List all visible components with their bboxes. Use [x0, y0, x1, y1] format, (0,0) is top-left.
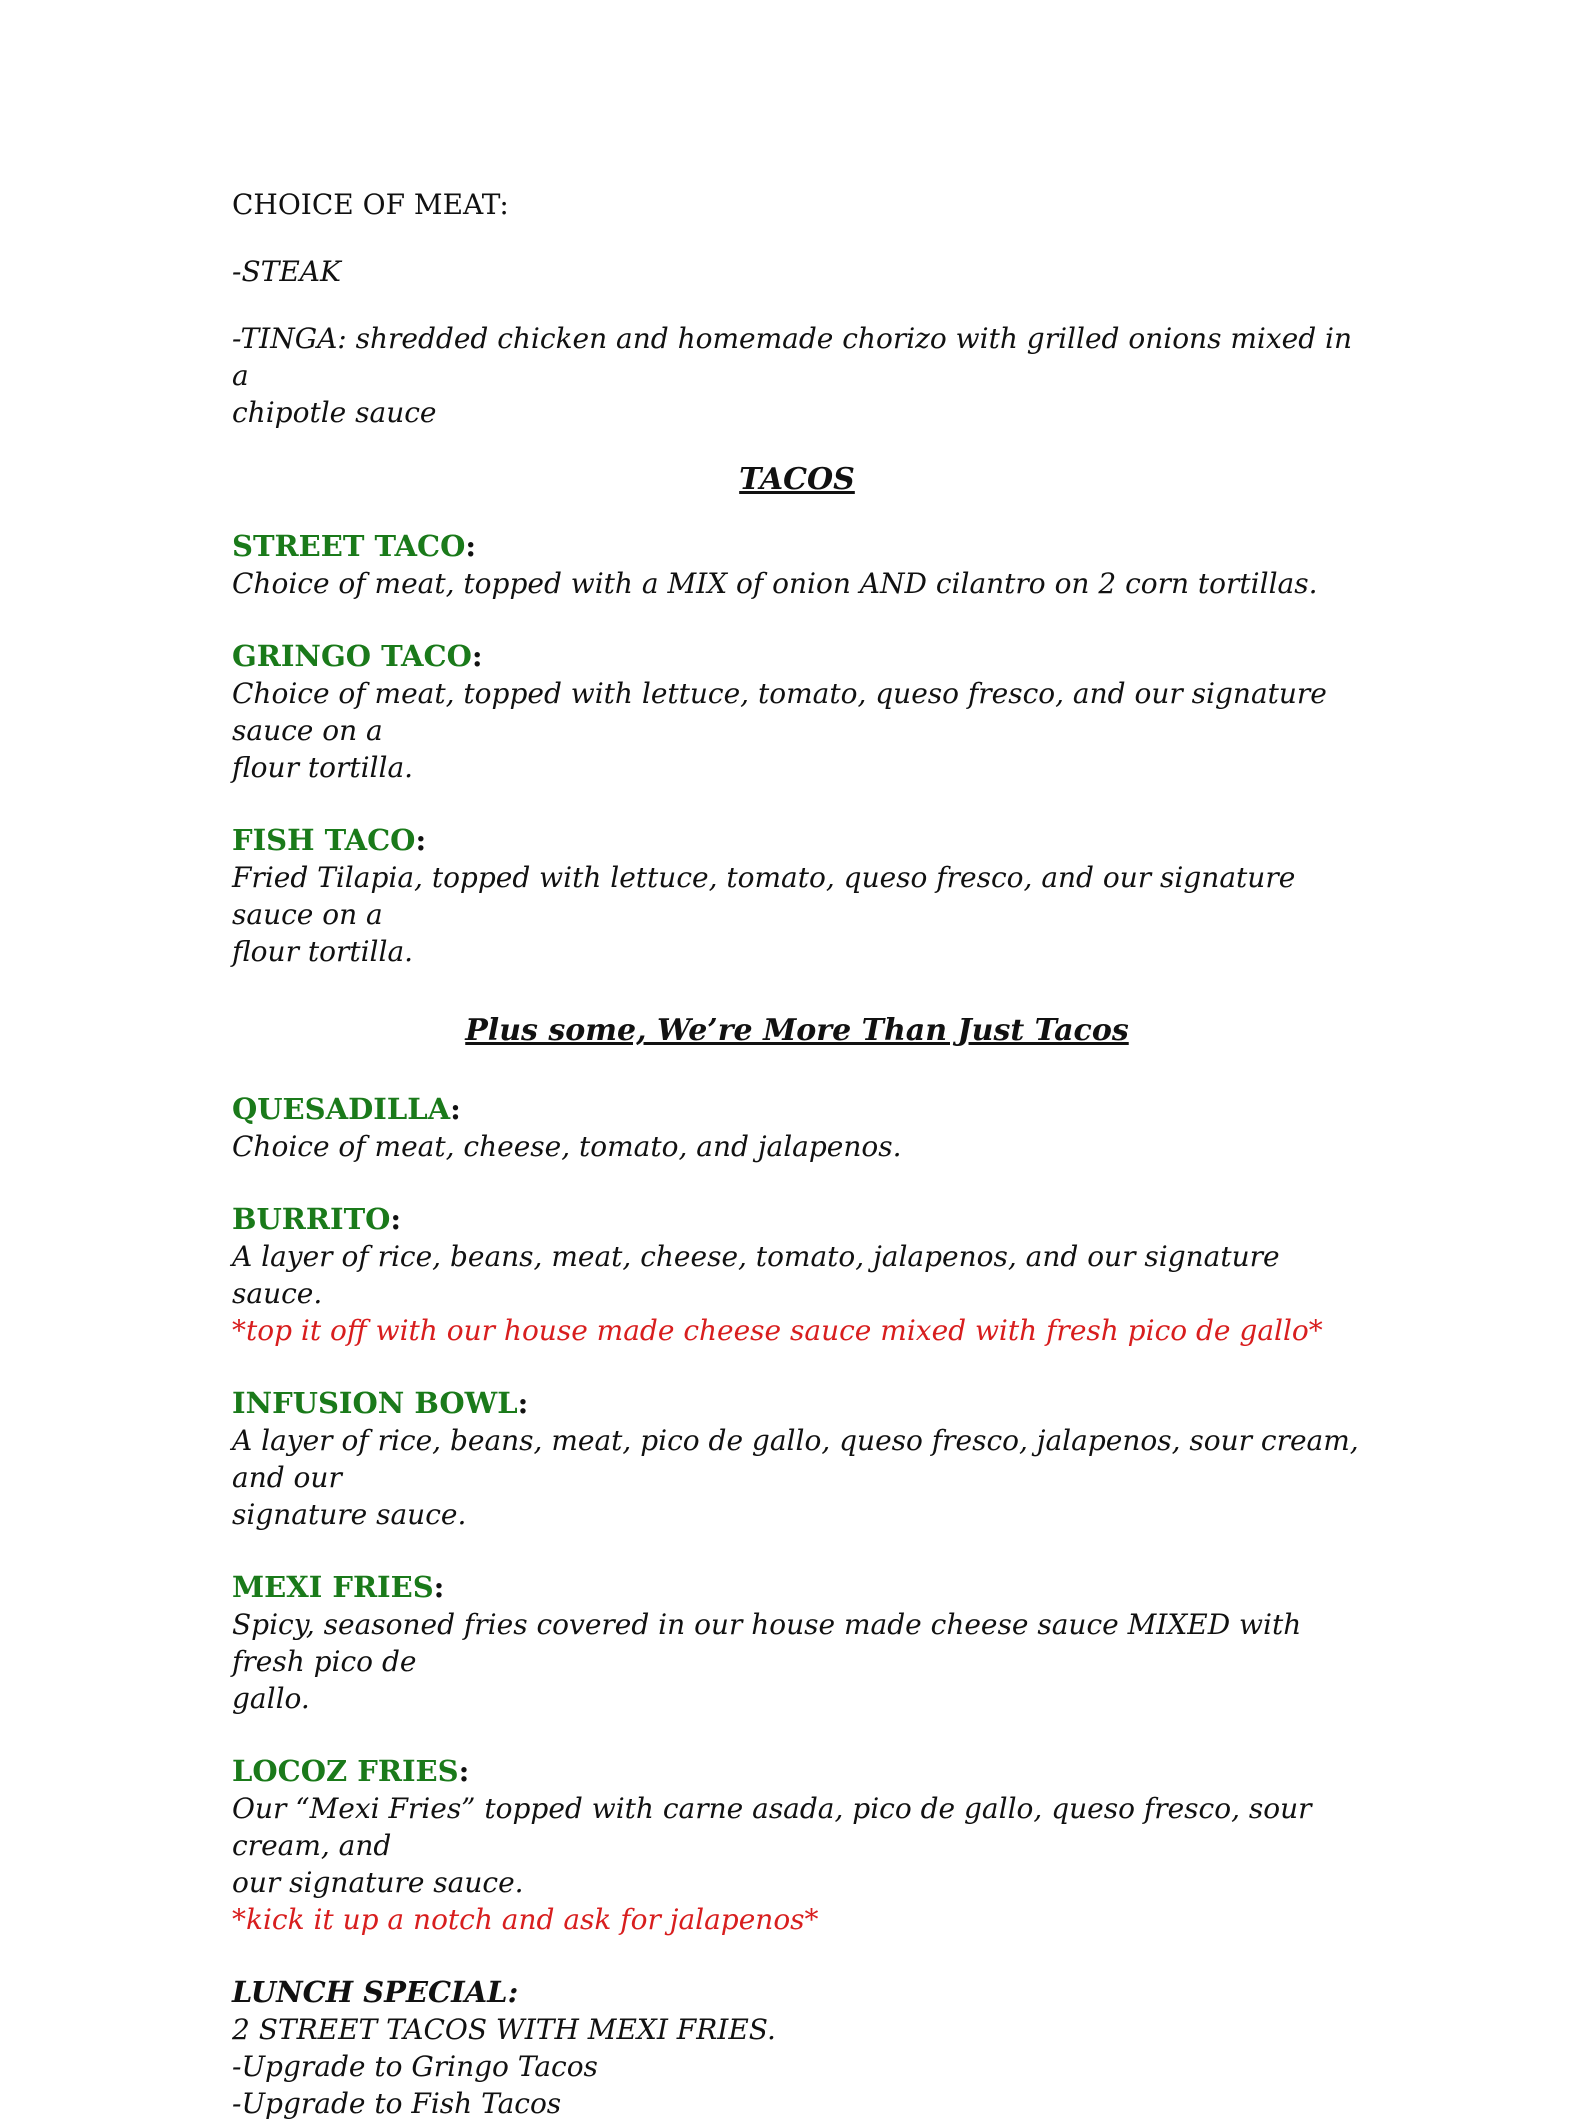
lunch-special-upgrade-fish: -Upgrade to Fish Tacos: [232, 2087, 562, 2120]
infusion-bowl-desc-line1: A layer of rice, beans, meat, pico de gallo, queso fresco, jalapenos, sour cream, and our: [232, 1424, 1359, 1494]
locoz-fries-desc-line1: Our “Mexi Fries” topped with carne asada, pico de gallo, queso fresco, sour cream, and: [232, 1792, 1312, 1862]
tacos-heading: TACOS: [739, 462, 855, 497]
more-than-tacos-heading: Plus some, We’re More Than Just Tacos: [465, 1013, 1129, 1048]
burrito-name: BURRITO:: [232, 1202, 402, 1236]
gringo-taco-desc-line2: flour tortilla.: [232, 751, 414, 784]
street-taco-desc: Choice of meat, topped with a MIX of onion AND cilantro on 2 corn tortillas.: [232, 567, 1318, 600]
infusion-bowl-desc-line2: signature sauce.: [232, 1498, 467, 1531]
menu-page: [232, 186, 1362, 2122]
mexi-fries-desc-line1: Spicy, seasoned fries covered in our house made cheese sauce MIXED with fresh pico de: [232, 1608, 1302, 1678]
locoz-fries-desc-line2: our signature sauce.: [232, 1866, 524, 1899]
quesadilla-desc: Choice of meat, cheese, tomato, and jalapenos.: [232, 1130, 902, 1163]
meat-option-steak: -STEAK: [232, 255, 341, 288]
quesadilla-name: QUESADILLA:: [232, 1092, 461, 1126]
burrito-note: *top it off with our house made cheese sauce mixed with fresh pico de gallo*: [232, 1314, 1323, 1347]
fish-taco-desc-line2: flour tortilla.: [232, 935, 414, 968]
locoz-fries-name: LOCOZ FRIES:: [232, 1754, 470, 1788]
mexi-fries-name: MEXI FRIES:: [232, 1570, 445, 1604]
lunch-special-upgrade-gringo: -Upgrade to Gringo Tacos: [232, 2050, 598, 2083]
mexi-fries-desc-line2: gallo.: [232, 1682, 310, 1715]
meat-option-tinga-line1: -TINGA: shredded chicken and homemade chorizo with grilled onions mixed in a: [232, 322, 1353, 392]
lunch-special-title: LUNCH SPECIAL:: [232, 1975, 519, 2009]
meat-header: CHOICE OF MEAT:: [232, 188, 509, 221]
locoz-fries-note: *kick it up a notch and ask for jalapenos*: [232, 1903, 819, 1936]
burrito-desc: A layer of rice, beans, meat, cheese, tomato, jalapenos, and our signature sauce.: [232, 1240, 1280, 1310]
meat-option-tinga-line2: chipotle sauce: [232, 396, 437, 429]
fish-taco-desc-line1: Fried Tilapia, topped with lettuce, tomato, queso fresco, and our signature sauce on a: [232, 861, 1296, 931]
street-taco-name: STREET TACO:: [232, 529, 477, 563]
infusion-bowl-name: INFUSION BOWL:: [232, 1386, 529, 1420]
gringo-taco-name: GRINGO TACO:: [232, 639, 483, 673]
gringo-taco-desc-line1: Choice of meat, topped with lettuce, tomato, queso fresco, and our signature sauce on a: [232, 677, 1327, 747]
fish-taco-name: FISH TACO:: [232, 823, 427, 857]
lunch-special-line1: 2 STREET TACOS WITH MEXI FRIES.: [232, 2013, 776, 2046]
